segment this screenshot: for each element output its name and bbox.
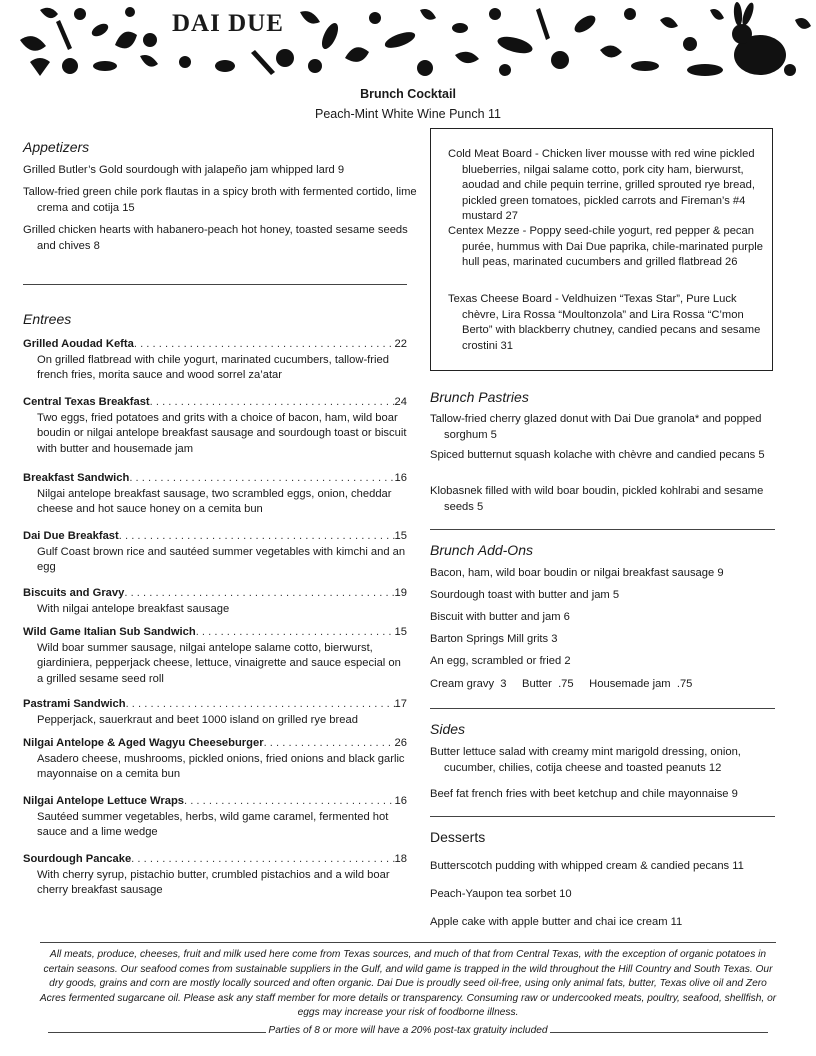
entree-name: Grilled Aoudad Kefta [23,338,134,350]
addon-item: Cream gravy 3 Butter .75 Housemade jam .75 [430,678,693,690]
cocktail-heading: Brunch Cocktail [360,87,456,101]
entree-item [23,852,407,899]
pastry-item: Spiced butternut squash kolache with chèvre and candied pecans 5 [430,449,765,461]
board-item: Texas Cheese Board - Veldhuizen “Texas Star”, Pure Luck chèvre, Lira Rossa “Moultonzola” and Lira Rossa “C’mon Berto” with blackberry chutney, candied pecans and sesame crostini 31 [448,293,761,352]
entree-price: 16 [394,472,407,484]
side-item: Butter lettuce salad with creamy mint marigold dressing, onion, cucumber, chilies, cotija cheese and toasted peanuts 12 [430,746,741,774]
entree-name: Biscuits and Gravy [23,587,125,599]
entree-price: 15 [394,530,407,542]
entree-price: 16 [394,795,407,807]
dessert-item: Apple cake with apple butter and chai ice cream 11 [430,916,683,928]
addon-item: An egg, scrambled or fried 2 [430,655,571,667]
entree-description: Asadero cheese, mushrooms, pickled onions, fried onions and black garlic mayonnaise on a cemita bun [37,752,405,780]
entree-price: 19 [394,587,407,599]
entree-item [23,395,407,457]
pastry-item: Tallow-fried cherry glazed donut with Dai Due granola* and popped sorghum 5 [430,413,762,441]
entree-description: Wild boar summer sausage, nilgai antelope salame cotto, bierwurst, giardiniera, pepperjack cheese, lettuce, vinaigrette and sauce especial on a grilled sesame seed roll [37,641,401,685]
entree-description: Two eggs, fried potatoes and grits with a choice of bacon, ham, wild boar boudin or nilgai antelope breakfast sausage and sourdough toast or biscuit with butter and housemade jam [37,411,407,455]
entree-name: Nilgai Antelope & Aged Wagyu Cheeseburger [23,737,264,749]
desserts-title: Desserts [430,829,486,845]
entree-price: 26 [394,737,407,749]
sides-title: Sides [430,721,466,737]
side-item: Beef fat french fries with beet ketchup and chile mayonnaise 9 [430,788,738,800]
gratuity-note [0,1025,816,1036]
entrees-title: Entrees [23,311,72,327]
board-item: Centex Mezze - Poppy seed-chile yogurt, red pepper & pecan purée, hummus with Dai Due paprika, chile-marinated purple hull peas, marinated cucumbers and grilled flatbread 26 [448,225,763,268]
dessert-item: Peach-Yaupon tea sorbet 10 [430,888,572,900]
entree-description: Pepperjack, sauerkraut and beet 1000 island on grilled rye bread [37,713,358,726]
entree-name: Nilgai Antelope Lettuce Wraps [23,795,184,807]
entree-item [23,471,407,518]
entree-price: 24 [394,396,407,408]
entree-item [23,794,407,841]
entree-name: Breakfast Sandwich [23,472,130,484]
addon-item: Sourdough toast with butter and jam 5 [430,589,620,601]
appetizer-item: Tallow-fried green chile pork flautas in a spicy broth with fermented cortido, lime crema and cotija 15 [23,186,417,214]
gratuity-text: Parties of 8 or more will have a 20% post-tax gratuity included [268,1025,548,1036]
pastry-item: Klobasnek filled with wild boar boudin, pickled kohlrabi and sesame seeds 5 [430,485,764,513]
entree-item [23,697,407,728]
divider [430,708,775,709]
illustrated-banner [0,0,816,82]
sourcing-note: All meats, produce, cheeses, fruit and milk used here come from Texas sources, and much of that from Central Texas, with the exception of organic potatoes in certain seasons. Our seafood comes from sustainable suppliers in the Gulf, and wild game is trapped in the wild throughout the Hill Country and South Texas. Our dry goods, grains and corn are mostly locally sourced and often organic. Dai Due is proudly seed oil-free, using only animal fats, butter, Texas olive oil and Zero Acres fermented sugarcane oil. Please ask any staff member for more details or transparency. Consuming raw or undercooked meats, poultry, seafood, shellfish, or eggs may increase your risk of foodborne illness. [39,949,777,1018]
entree-description: With cherry syrup, pistachio butter, crumbled pistachios and a wild boar cherry breakfast sausage [37,868,390,896]
divider [430,816,775,817]
entree-description: Nilgai antelope breakfast sausage, two scrambled eggs, onion, cheddar cheese and hot sauce honey on a cemita bun [37,487,392,515]
addon-item: Barton Springs Mill grits 3 [430,633,558,645]
dessert-item: Butterscotch pudding with whipped cream & candied pecans 11 [430,860,744,872]
vegetable-pattern-icon [0,0,816,82]
cocktail-item: Peach-Mint White Wine Punch 11 [315,107,501,121]
entree-name: Wild Game Italian Sub Sandwich [23,626,196,638]
entree-price: 15 [394,626,407,638]
pastries-title: Brunch Pastries [430,389,529,405]
entree-price: 18 [394,853,407,865]
entree-item [23,736,407,783]
footer-divider [40,942,776,943]
addon-item: Bacon, ham, wild boar boudin or nilgai breakfast sausage 9 [430,567,724,579]
entree-price: 22 [394,338,407,350]
entree-description: With nilgai antelope breakfast sausage [37,602,230,615]
entree-description: On grilled flatbread with chile yogurt, marinated cucumbers, tallow-fried french fries, morita sauce and wood sorrel za’atar [37,353,389,381]
addons-title: Brunch Add-Ons [430,542,533,558]
appetizers-title: Appetizers [23,139,90,155]
restaurant-logo: DAI DUE [166,10,290,38]
entree-item [23,586,407,617]
entree-name: Dai Due Breakfast [23,530,119,542]
addon-item: Biscuit with butter and jam 6 [430,611,570,623]
entree-price: 17 [394,698,407,710]
entree-item [23,529,407,576]
board-item: Cold Meat Board - Chicken liver mousse with red wine pickled blueberries, nilgai salame cotto, pork city ham, bierwurst, aoudad and chile pequin terrine, grilled sprouted rye bread, pickled green tomatoes, pickled carrots and Fireman’s #4 mustard 27 [448,148,755,222]
entree-name: Pastrami Sandwich [23,698,126,710]
entree-item [23,337,407,384]
entree-description: Sautéed summer vegetables, herbs, wild game caramel, fermented hot sauce and a lime wedge [37,810,389,838]
entree-item [23,625,407,687]
divider [430,529,775,530]
entree-description: Gulf Coast brown rice and sautéed summer vegetables with kimchi and an egg [37,545,406,573]
divider [23,284,407,285]
appetizer-item: Grilled chicken hearts with habanero-peach hot honey, toasted sesame seeds and chives 8 [23,224,408,252]
entree-name: Central Texas Breakfast [23,396,150,408]
entree-name: Sourdough Pancake [23,853,132,865]
appetizer-item: Grilled Butler’s Gold sourdough with jalapeño jam whipped lard 9 [23,164,345,176]
